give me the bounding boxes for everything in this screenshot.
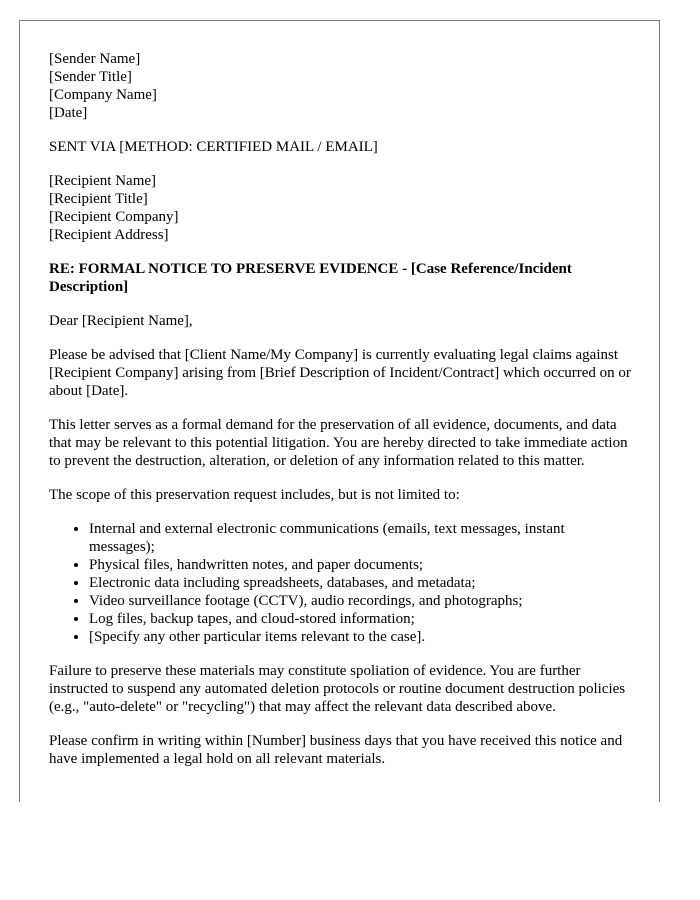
letter-body	[49, 50, 634, 784]
recipient-company: [Recipient Company]	[49, 209, 179, 225]
list-item: • Electronic data including spreadsheets, databases, and metadata;	[89, 574, 634, 592]
letter-page	[19, 20, 660, 802]
list-item: • [Specify any other particular items relevant to the case].	[89, 628, 634, 646]
paragraph-intro: Please be advised that [Client Name/My Company] is currently evaluating legal claims against [Recipient Company] arising from [Brief Description of Incident/Contract] which occurred on or about [Date].	[49, 347, 631, 399]
letter-date: [Date]	[49, 105, 88, 121]
list-item: • Video surveillance footage (CCTV), audio recordings, and photographs;	[89, 592, 634, 610]
sender-block	[49, 50, 634, 122]
paragraph-spoliation: Failure to preserve these materials may constitute spoliation of evidence. You are further instructed to suspend any automated deletion protocols or routine document destruction policies (e.g., "auto-delete" or "recycling") that may affect the relevant data described above.	[49, 663, 626, 715]
scope-list	[49, 520, 634, 646]
subject-line: RE: FORMAL NOTICE TO PRESERVE EVIDENCE - [Case Reference/Incident Description]	[49, 261, 572, 295]
paragraph-confirmation: Please confirm in writing within [Number] business days that you have received this notice and have implemented a legal hold on all relevant materials.	[49, 733, 623, 767]
recipient-block	[49, 172, 634, 244]
sender-company: [Company Name]	[49, 87, 157, 103]
list-item: • Log files, backup tapes, and cloud-stored information;	[89, 610, 634, 628]
salutation: Dear [Recipient Name],	[49, 313, 193, 329]
sent-via-line: SENT VIA [METHOD: CERTIFIED MAIL / EMAIL]	[49, 139, 378, 155]
recipient-name: [Recipient Name]	[49, 173, 157, 189]
list-item: • Physical files, handwritten notes, and paper documents;	[89, 556, 634, 574]
list-item: • Internal and external electronic communications (emails, text messages, instant messages);	[89, 520, 634, 556]
paragraph-demand: This letter serves as a formal demand for the preservation of all evidence, documents, and data that may be relevant to this potential litigation. You are hereby directed to take immediate action to prevent the destruction, alteration, or deletion of any information related to this matter.	[49, 417, 628, 469]
sender-title: [Sender Title]	[49, 69, 132, 85]
sender-name: [Sender Name]	[49, 51, 141, 67]
recipient-address: [Recipient Address]	[49, 227, 169, 243]
recipient-title: [Recipient Title]	[49, 191, 148, 207]
paragraph-scope: The scope of this preservation request includes, but is not limited to:	[49, 487, 460, 503]
